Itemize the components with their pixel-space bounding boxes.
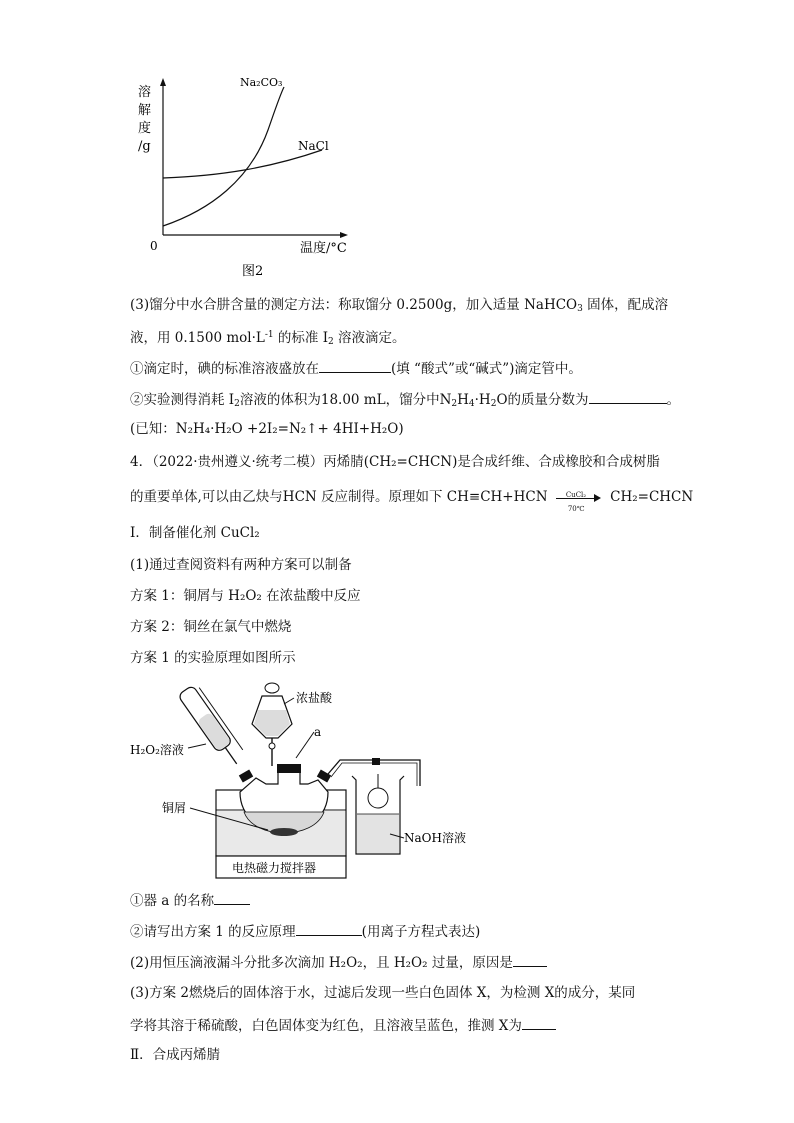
answer-blank-3[interactable] — [214, 890, 250, 905]
naoh-solution — [357, 814, 399, 853]
cu-label: 铜屑 — [162, 801, 187, 815]
q3-line2-c: 溶液滴定。 — [333, 330, 406, 346]
funnel-top — [265, 683, 279, 693]
na2co3-label: Na₂CO₃ — [240, 76, 283, 89]
q4-p1: (1)通过查阅资料有两种方案可以制备 — [130, 557, 352, 573]
y-label-4: /g — [138, 139, 151, 154]
q3-item1-a: ①滴定时，碘的标准溶液盛放在 — [130, 361, 319, 377]
h2o2-label: H₂O₂溶液 — [130, 743, 184, 757]
tube-clamp — [372, 758, 380, 765]
q4-plan1-fig: 方案 1 的实验原理如图所示 — [130, 650, 296, 666]
q3-item1-b: (填 “酸式”或“碱式”)滴定管中。 — [391, 361, 582, 377]
arrow-head — [594, 494, 601, 502]
nacl-label: NaCl — [298, 139, 329, 153]
y-label-1: 溶 — [138, 85, 152, 100]
hcl-label: 浓盐酸 — [296, 691, 333, 705]
q4-item1 — [130, 890, 250, 910]
q3-item1 — [130, 358, 582, 378]
q3-item2-sub: 2 — [234, 399, 240, 409]
q3-item2-b: 溶液的体积为18.00 mL，馏分中N — [239, 392, 452, 408]
solubility-graph — [130, 70, 370, 280]
q4-p2-text: (2)用恒压滴液漏斗分批多次滴加 H₂O₂，且 H₂O₂ 过量，原因是 — [130, 955, 513, 971]
q4-item2-b: (用离子方程式表达) — [361, 924, 481, 940]
arrow-top-label: CuCl₂ — [565, 490, 587, 499]
q3-item2-d: ·H — [474, 392, 491, 408]
answer-blank-6[interactable] — [522, 1015, 556, 1030]
apparatus-diagram — [128, 674, 468, 884]
gas-tube-inner — [331, 763, 417, 786]
x-axis-arrow — [340, 232, 348, 238]
q3-item2-sub3: 4 — [468, 399, 475, 409]
answer-blank-4[interactable] — [296, 921, 362, 936]
q4-line2-b: CH₂=CHCN — [610, 489, 694, 505]
y-label-2: 解 — [138, 103, 152, 118]
section-1-heading: Ⅰ．制备催化剂 CuCl₂ — [130, 525, 260, 541]
q3-line1-a: (3)馏分中水合肼含量的测定方法：称取馏分 0.2500g，加入适量 NaHCO — [130, 297, 578, 313]
center-stopper — [277, 764, 301, 773]
funnel-stopcock — [269, 743, 275, 749]
q4-item2 — [130, 921, 480, 941]
arrow-bottom-label: 70℃ — [567, 504, 585, 513]
h2o2-pointer — [188, 744, 206, 748]
arrow-line — [556, 498, 598, 499]
dropping-funnel — [178, 683, 248, 769]
q4-plan2: 方案 2：铜丝在氯气中燃烧 — [130, 619, 292, 635]
q4-p3-line2 — [130, 1015, 556, 1035]
q4-line1: 4．（2022·贵州遵义·统考二模）丙烯腈(CH₂=CHCN)是合成纤维、合成橡胶和合成树脂 — [130, 454, 660, 470]
q4-item2-a: ②请写出方案 1 的反应原理 — [130, 924, 296, 940]
q3-item2-e: O的质量分数为 — [496, 392, 589, 408]
q3-item2-a: ②实验测得消耗 I — [130, 392, 235, 408]
section-2-heading: Ⅱ．合成丙烯腈 — [130, 1047, 221, 1063]
x-axis-label: 温度/°C — [300, 241, 347, 256]
copper-chips — [270, 828, 298, 836]
q3-line2 — [130, 326, 406, 351]
inverted-funnel — [368, 788, 388, 808]
q3-item2-sub2: 2 — [451, 399, 458, 409]
q4-p3-line2-text: 学将其溶于稀硫酸，白色固体变为红色，且溶液呈蓝色，推测 X为 — [130, 1018, 522, 1034]
q3-known: (已知：N₂H₄·H₂O +2I₂=N₂↑+ 4HI+H₂O) — [130, 421, 404, 437]
figure-caption: 图2 — [242, 264, 264, 279]
left-stopper — [239, 770, 253, 783]
q3-line2-a: 液，用 0.1500 mol·L — [130, 330, 265, 346]
y-label-3: 度 — [138, 121, 152, 136]
q3-line1-b: 固体，配成溶 — [582, 297, 669, 313]
q3-line2-sup: -1 — [264, 330, 274, 340]
label-a: a — [314, 725, 322, 739]
q3-item2 — [130, 389, 680, 413]
naoh-label: NaOH溶液 — [404, 831, 466, 845]
q4-plan1: 方案 1：铜屑与 H₂O₂ 在浓盐酸中反应 — [130, 588, 361, 604]
origin-label: 0 — [150, 239, 158, 253]
answer-blank-2[interactable] — [589, 389, 667, 404]
q3-item2-sub4: 2 — [490, 399, 497, 409]
q3-item2-f: 。 — [666, 392, 681, 408]
q4-line2 — [130, 488, 694, 513]
hcl-pointer — [284, 698, 294, 704]
y-axis-arrow — [160, 78, 166, 86]
q3-line2-b: 的标准 I — [273, 330, 329, 346]
answer-blank-5[interactable] — [513, 952, 547, 967]
label-a-pointer — [296, 732, 314, 758]
q3-line2-sub: 2 — [328, 337, 334, 347]
q4-p2 — [130, 952, 547, 972]
q3-item2-c: H — [457, 392, 469, 408]
reaction-arrow — [554, 489, 604, 513]
q3-line1-sub: 3 — [577, 304, 583, 314]
na2co3-curve — [163, 87, 284, 226]
q3-line1 — [130, 296, 668, 318]
stirrer-label: 电热磁力搅拌器 — [232, 861, 317, 875]
q4-line2-a: 的重要单体,可以由乙炔与HCN 反应制得。原理如下 CH≡CH+HCN — [130, 489, 548, 505]
answer-blank-1[interactable] — [319, 358, 391, 373]
q4-p3-line1: (3)方案 2燃烧后的固体溶于水，过滤后发现一些白色固体 X，为检测 X的成分，某同 — [130, 985, 636, 1001]
q4-item1-text: ①器 a 的名称 — [130, 893, 215, 909]
